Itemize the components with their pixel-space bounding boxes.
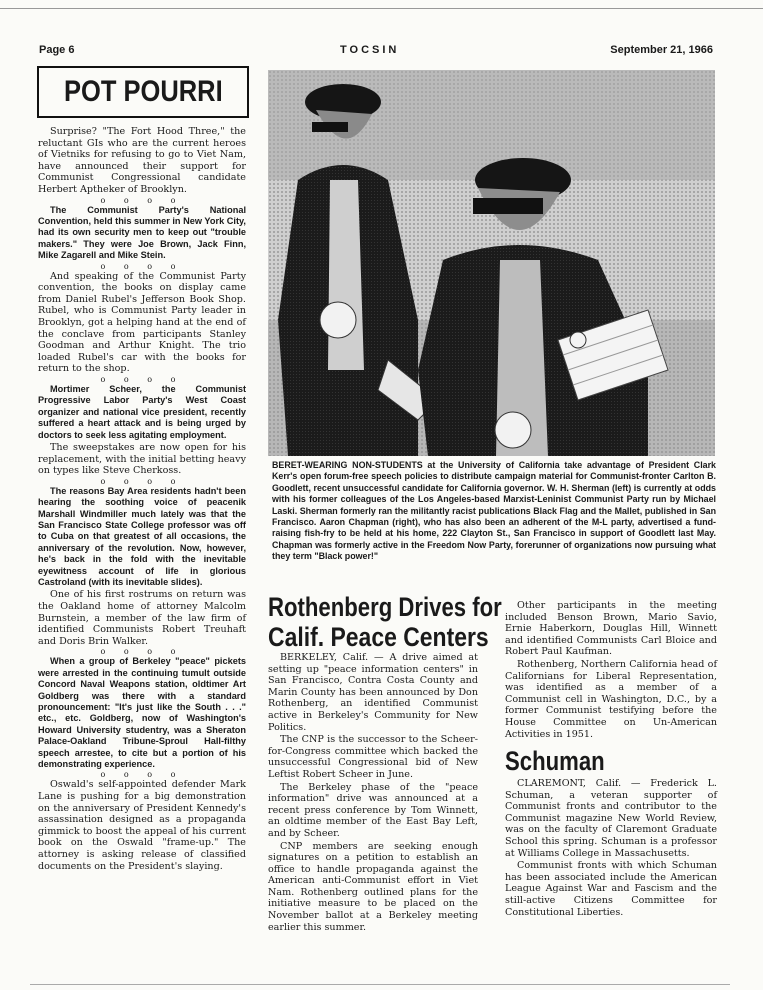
item-convention-security: The Communist Party's National Convention, held this summer in New York City, had its own security men to keep out "trouble makers." They were Joe Brown, Jack Finn, Mike Zagarell and Mike Stein.	[38, 204, 246, 261]
item-windmiller: The reasons Bay Area residents hadn't been hearing the soothing voice of peacenik Marshall Windmiller much lately was that the San Francisco State College professor was off to Cuba on that greatest of all occasions, the anniversary of the revolution. Now, however, he's back in the fold with the inevitable eyewitness account of life in glorious Castroland (with its inevitable slides).	[38, 485, 246, 587]
item-mark-lane: Oswald's self-appointed defender Mark Lane is pushing for a big demonstration on the anniversary of President Kennedy's assassination designed as a propaganda gimmick to boost the appeal of his current book on the Oswald "frame-up." The attorney is asking release of classified documents on the President's slaying.	[38, 779, 246, 872]
separator: o o o o	[100, 261, 184, 271]
rothenberg-headline-line2: Calif. Peace Centers	[268, 622, 489, 652]
masthead: TOCSIN	[340, 44, 400, 56]
item-book-shop: And speaking of the Communist Party convention, the books on display came from Daniel Rubel's Jefferson Book Shop. Rubel, who is Communist Party leader in Brooklyn, got a helping hand at the end of the conclave from participants Stanley Goodman and Arthur Knight. The trio loaded Rubel's car with the books for return to the shop.	[38, 270, 246, 375]
item-fort-hood: Surprise? "The Fort Hood Three," the reluctant GIs who are the current heroes of Vietniks for refusing to go to Viet Nam, have announced their support for Communist Congressional candidate Herbert Aptheker of Brooklyn.	[38, 126, 246, 195]
separator: o o o o	[100, 374, 184, 384]
separator: o o o o	[100, 195, 184, 205]
pot-pourri-heading-box	[37, 66, 249, 118]
separator: o o o o	[100, 770, 184, 780]
rothenberg-headline-line1: Rothenberg Drives for	[268, 592, 502, 622]
rothenberg-para: The CNP is the successor to the Scheer-for-Congress committee which backed the unsuccessful Congressional bid of New Leftist Robert Scheer in June.	[268, 734, 478, 780]
item-goldberg: When a group of Berkeley "peace" pickets were arrested in the continuing tumult outside Concord Naval Weapons station, oldtimer Art Goldberg was there with a standard pronouncement: "It's just like the South . . ." etc., etc. Goldberg, now of Washington's Howard University studentry, was a Sheraton Palace-Oakland Tribune-Sproul Hall-filthy speech arrestee, to cite but a portion of his demonstrating experience.	[38, 656, 246, 770]
separator: o o o o	[100, 476, 184, 486]
rothenberg-continued-para: Other participants in the meeting included Benson Brown, Mario Savio, Ernie Haberkorn, Douglas Hill, Winnett and identified Communists Carl Bloice and Robert Paul Kaufman.	[505, 600, 717, 658]
rothenberg-continued-column	[505, 600, 717, 741]
rothenberg-para: The Berkeley phase of the "peace information" drive was announced at a recent press conference by Tom Winnett, an oldtime member of the East Bay Left, and by Scheer.	[268, 781, 478, 839]
item-scheer-heart: Mortimer Scheer, the Communist Progressive Labor Party's West Coast organizer and national vice president, recently suffered a heart attack and is being urged by doctors to seek less agitating employment.	[38, 383, 246, 440]
rothenberg-para: CNP members are seeking enough signatures on a petition to establish an office to handle propaganda against the American anti-Communist effort in Viet Nam. Rothenberg outlined plans for the initiative measure to be placed on the November ballot at a Berkeley meeting earlier this summer.	[268, 840, 478, 933]
issue-date: September 21, 1966	[610, 44, 713, 56]
separator: o o o o	[100, 647, 184, 657]
schuman-para: CLAREMONT, Calif. — Frederick L. Schuman, a veteran supporter of Communist fronts and contributor to the Communist magazine New World Review, was on the faculty of Claremont Graduate School this spring. Schuman is a professor at Williams College in Massachusetts.	[505, 778, 717, 859]
rothenberg-column	[268, 652, 478, 934]
bottom-rule	[30, 984, 730, 985]
rothenberg-para: BERKELEY, Calif. — A drive aimed at setting up "peace information centers" in San Francisco, Contra Costa County and Marin County has been announced by Don Rothenberg, an identified Communist active in Berkeley's Community for New Politics.	[268, 652, 478, 733]
beret-photo	[268, 70, 715, 456]
photo-illustration	[268, 70, 715, 456]
photo-caption: BERET-WEARING NON-STUDENTS at the University of California take advantage of President Clark Kerr's open forum-free speech policies to distribute campaign material for Communist-fronter Carlton B. Goodlett, recent unsuccessful candidate for California governor. W. H. Sherman (left) is currently at odds with his former colleagues of the Los Angeles-based Marxist-Leninist Communist Party run by Michael Laski. Sherman formerly ran the militantly racist publications Black Flag and the Mallet, published in San Francisco. Aaron Chapman (right), who has also been an adherent of the M-L party, advertised a fund-raising fish-fry to be held at his home, 222 Clayton St., San Francisco in support of Goodlett last May. Chapman was formerly active in the Freedom Now Party, forerunner of organizations now pursuing what they term "Black power!"	[272, 460, 716, 562]
top-rule	[0, 8, 763, 9]
rothenberg-continued-para: Rothenberg, Northern California head of Californians for Liberal Representation, was identified as a member of a Communist cell in Washington, D.C., by a former Communist testifying before the House Committee on Un-American Activities in 1951.	[505, 658, 717, 740]
schuman-para: Communist fronts with which Schuman has been associated include the American League Against War and Fascism and the still-active Citizens Committee for Constitutional Liberties.	[505, 860, 717, 918]
page-number: Page 6	[39, 44, 75, 56]
item-sweepstakes: The sweepstakes are now open for his replacement, with the initial betting heavy on types like Steve Cherkoss.	[38, 441, 246, 477]
schuman-column	[505, 778, 717, 919]
schuman-headline: Schuman	[505, 746, 605, 776]
pot-pourri-title: POT POURRI	[63, 75, 223, 108]
pot-pourri-column	[38, 126, 246, 873]
item-burnstein: One of his first rostrums on return was the Oakland home of attorney Malcolm Burnstein, a member of the law firm of identified Communists Robert Treuhaft and Doris Brin Walker.	[38, 589, 246, 647]
